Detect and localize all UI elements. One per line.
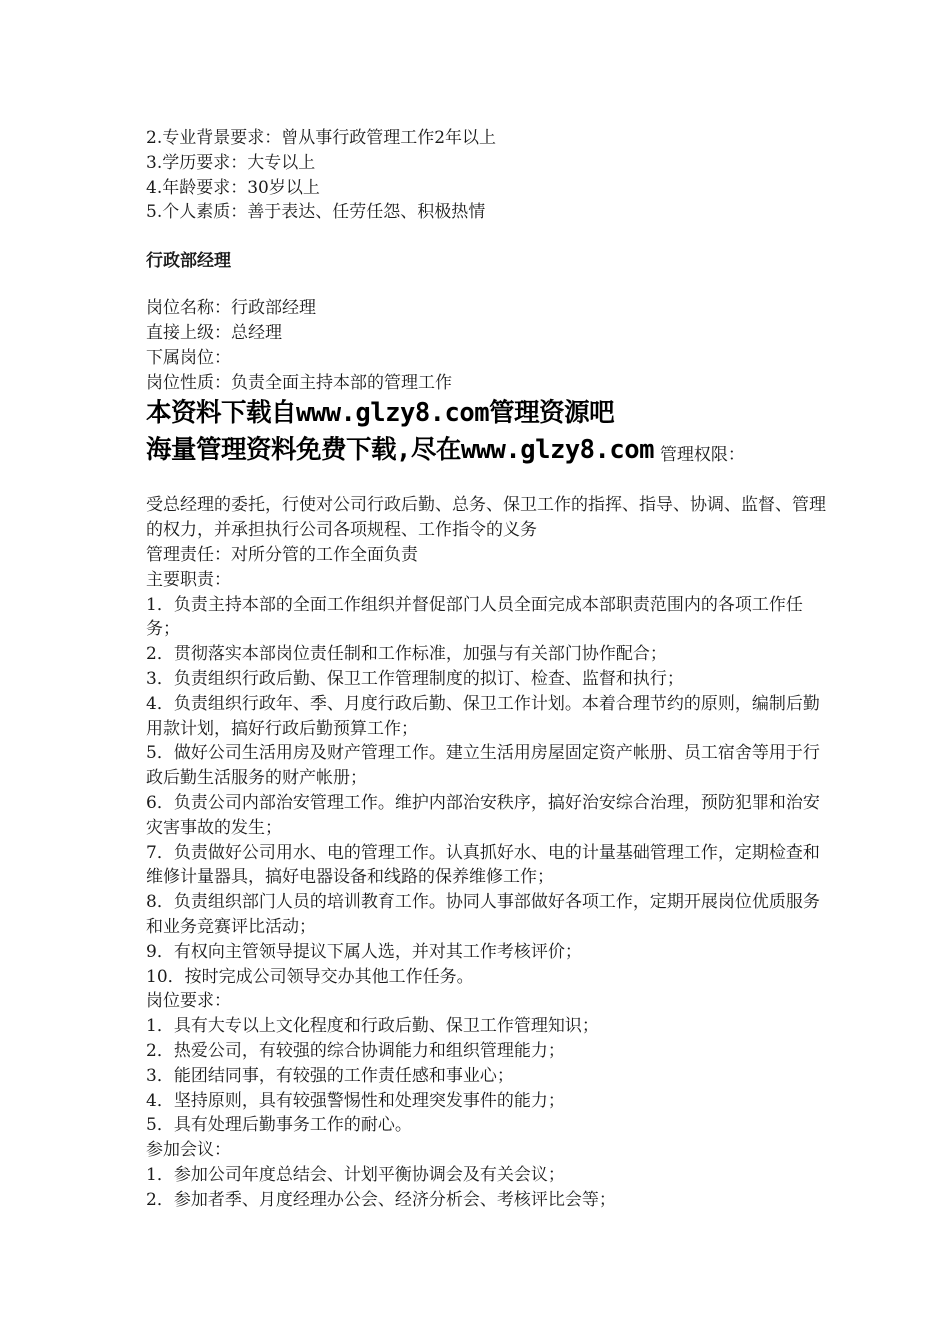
requirement-item: 1．具有大专以上文化程度和行政后勤、保卫工作管理知识； [146,1016,599,1037]
authority-label: 管理权限： [659,445,745,466]
banner-line-2: 海量管理资料免费下载,尽在www.glzy8.com [146,435,654,466]
duty-item: 7．负责做好公司用水、电的管理工作。认真抓好水、电的计量基础管理工作，定期检查和维修计量器具，搞好电器设备和线路的保养维修工作； [146,842,820,888]
duty-item: 6．负责公司内部治安管理工作。维护内部治安秩序，搞好治安综合治理，预防犯罪和治安灾害事故的发生； [146,792,820,838]
position-nature: 岗位性质：负责全面主持本部的管理工作 [146,372,452,393]
req-top-4: 4.年龄要求：30岁以上 [146,177,320,198]
duty-item: 10．按时完成公司领导交办其他工作任务。 [146,966,474,987]
authority-text: 受总经理的委托，行使对公司行政后勤、总务、保卫工作的指挥、指导、协调、监督、管理的权力，并承担执行公司各项规程、工作指令的义务 [146,495,826,541]
requirement-item: 4．坚持原则，具有较强警惕性和处理突发事件的能力； [146,1090,565,1111]
banner-line-1: 本资料下载自www.glzy8.com管理资源吧 [146,398,615,429]
duty-item: 5．做好公司生活用房及财产管理工作。建立生活用房屋固定资产帐册、员工宿舍等用于行政后勤生活服务的财产帐册； [146,743,820,789]
spacer [146,469,826,493]
duty-item: 2．贯彻落实本部岗位责任制和工作标准，加强与有关部门协作配合； [146,644,667,665]
meeting-item: 2．参加者季、月度经理办公会、经济分析会、考核评比会等； [146,1189,616,1210]
requirements-label: 岗位要求： [146,991,231,1012]
document-body [146,126,826,1212]
direct-superior: 直接上级：总经理 [146,322,282,343]
subordinates: 下属岗位： [146,347,231,368]
duties-label: 主要职责： [146,569,231,590]
requirement-item: 2．热爱公司，有较强的综合协调能力和组织管理能力； [146,1040,565,1061]
requirement-item: 5．具有处理后勤事务工作的耐心。 [146,1115,412,1136]
duty-item: 4．负责组织行政年、季、月度行政后勤、保卫工作计划。本着合理节约的原则，编制后勤用款计划，搞好行政后勤预算工作； [146,693,820,739]
duty-item: 9．有权向主管领导提议下属人选，并对其工作考核评价； [146,941,582,962]
req-top-2: 2.专业背景要求：曾从事行政管理工作2年以上 [146,128,497,148]
requirement-item: 3．能团结同事，有较强的工作责任感和事业心； [146,1065,514,1086]
meetings-label: 参加会议： [146,1140,231,1161]
req-top-5: 5.个人素质：善于表达、任劳任怨、积极热情 [146,202,486,223]
meeting-item: 1．参加公司年度总结会、计划平衡协调会及有关会议； [146,1164,565,1185]
position-name: 岗位名称：行政部经理 [146,298,316,319]
responsibility: 管理责任：对所分管的工作全面负责 [146,544,418,565]
duty-item: 3．负责组织行政后勤、保卫工作管理制度的拟订、检查、监督和执行； [146,668,684,689]
duty-item: 1．负责主持本部的全面工作组织并督促部门人员全面完成本部职责范围内的各项工作任务； [146,594,803,640]
duty-item: 8．负责组织部门人员的培训教育工作。协同人事部做好各项工作，定期开展岗位优质服务和业务竞赛评比活动； [146,892,820,937]
banner-row [146,432,826,469]
section-title: 行政部经理 [146,251,231,272]
req-top-3: 3.学历要求：大专以上 [146,152,316,173]
